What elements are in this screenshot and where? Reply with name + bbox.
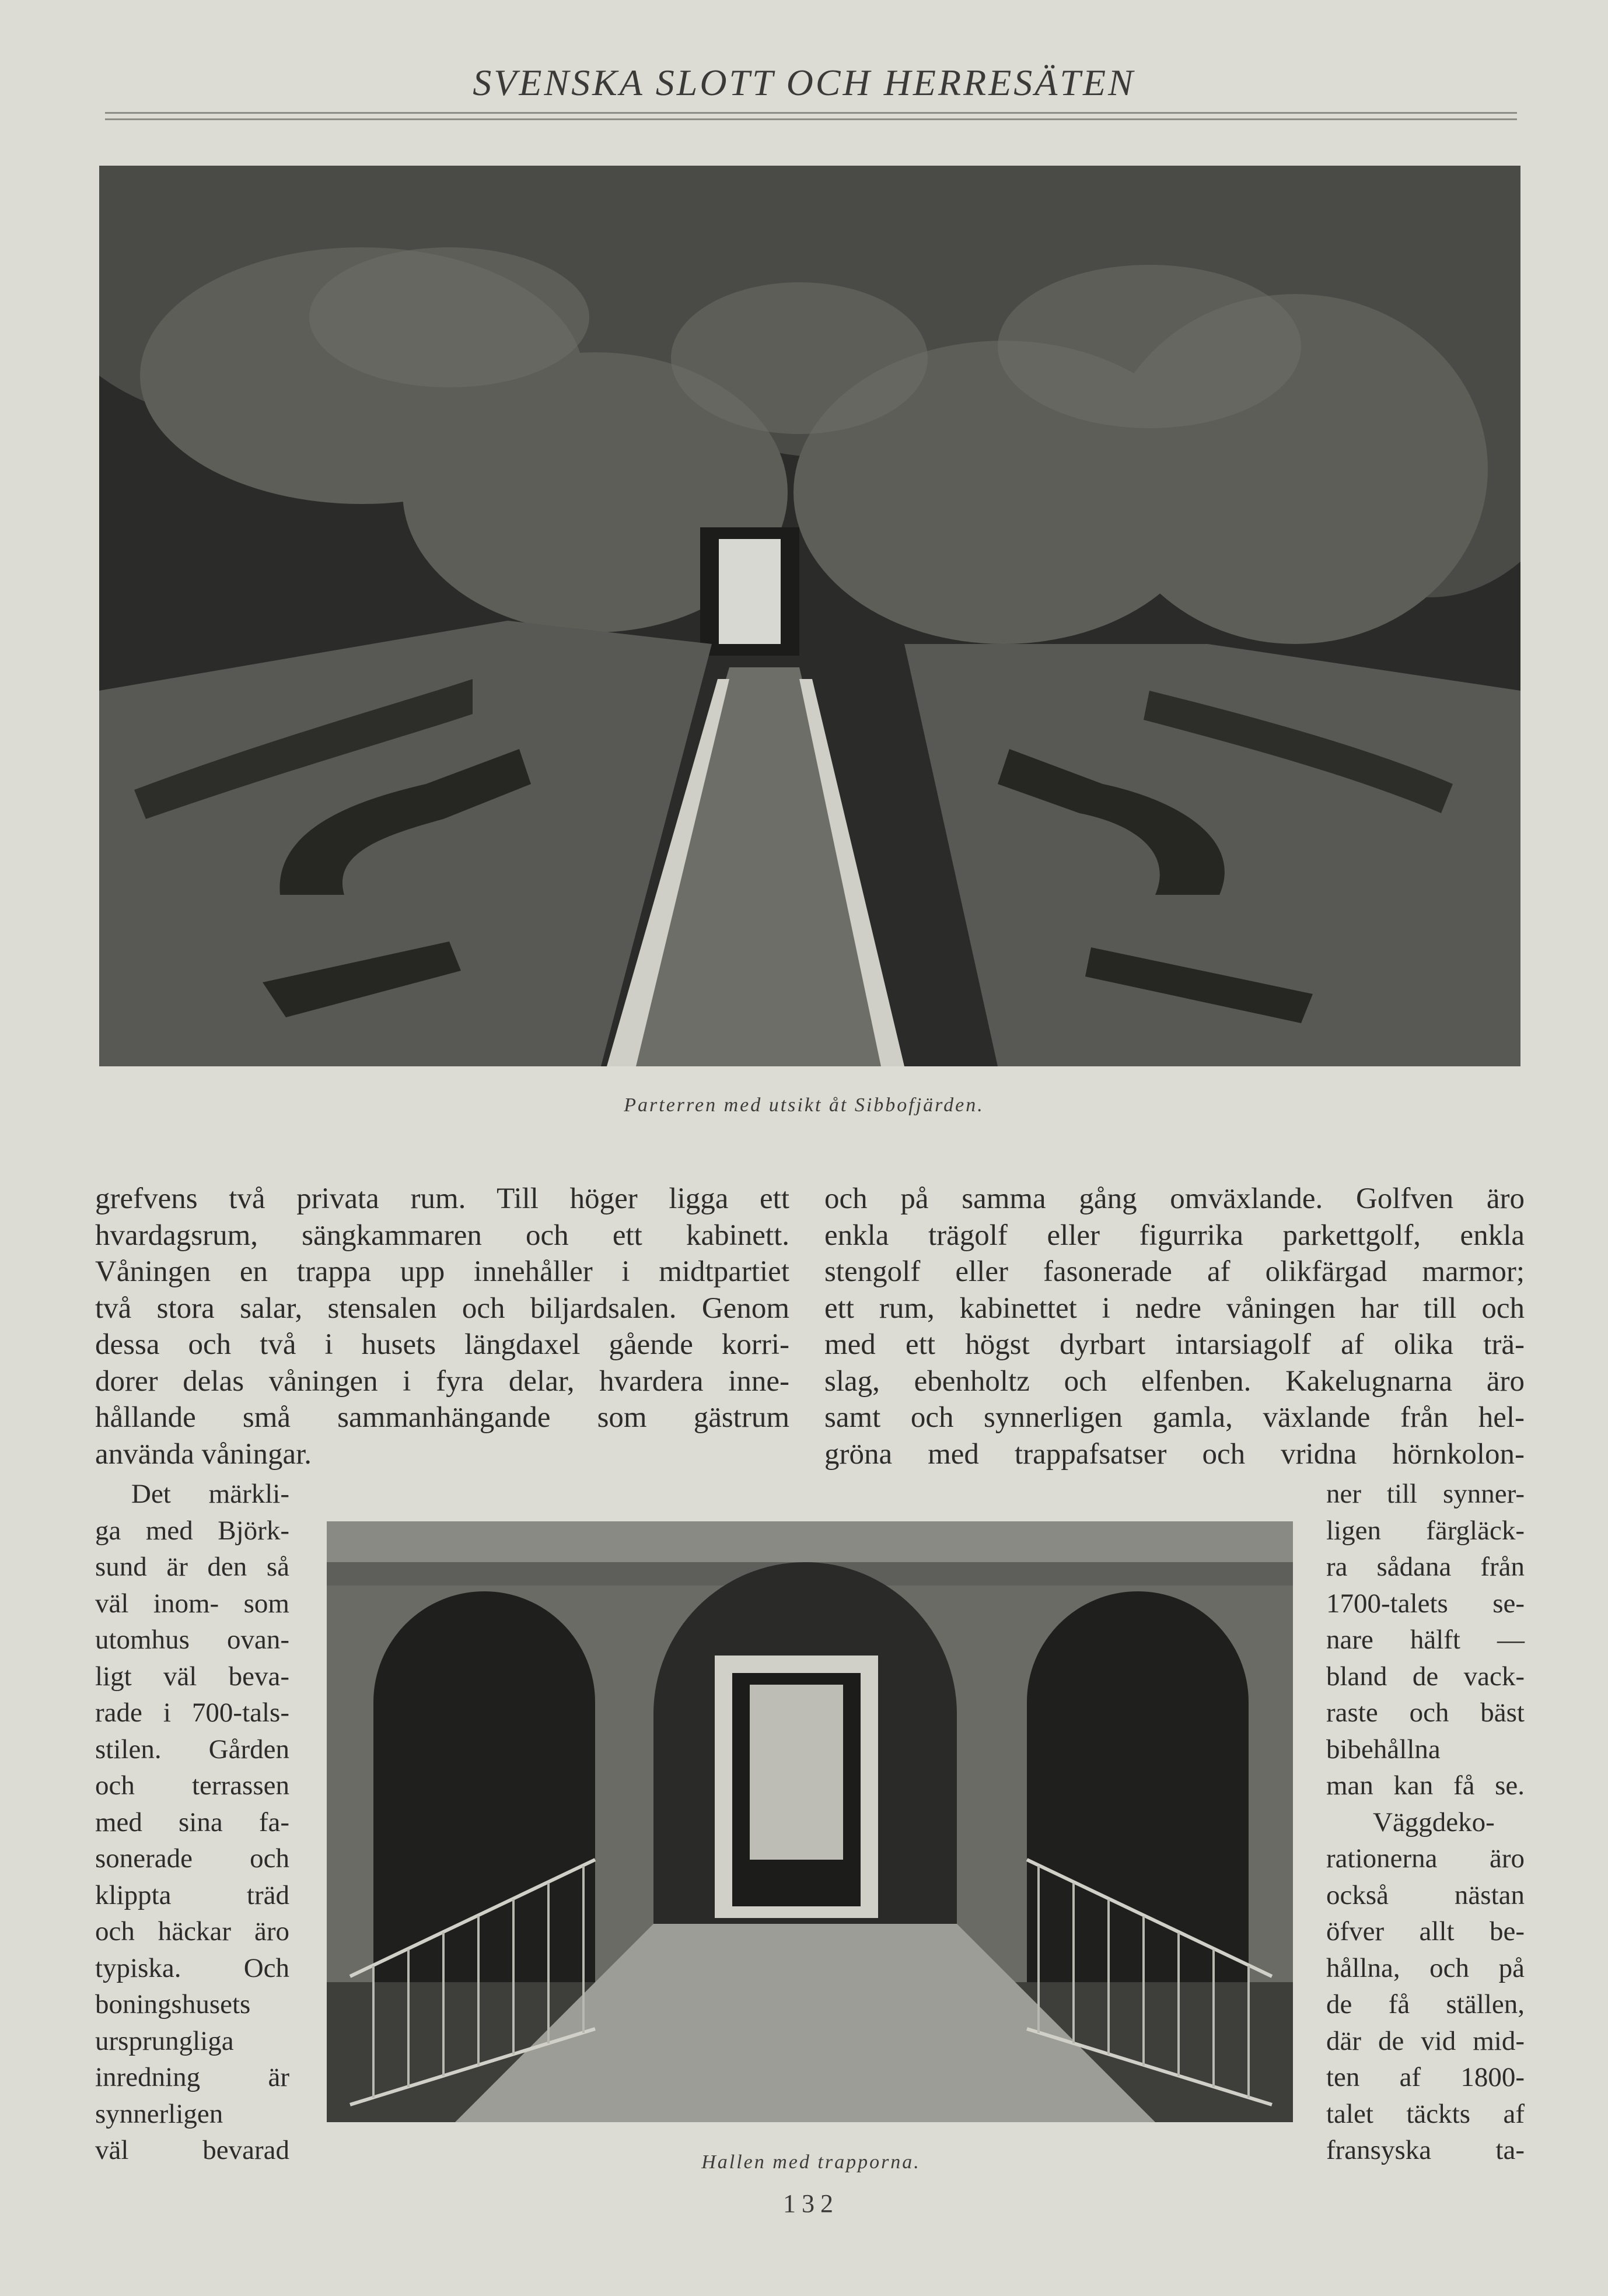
text-line: bibehållna bbox=[1326, 1734, 1441, 1765]
text-line: grefvens två privata rum. Till höger ligga ett bbox=[95, 1182, 789, 1215]
parterre-photo bbox=[99, 166, 1520, 1066]
page-number: 132 bbox=[783, 2189, 839, 2218]
text-line: boningshusets bbox=[95, 1989, 251, 2020]
text-line: hvardagsrum, sängkammaren och ett kabinett. bbox=[95, 1219, 789, 1252]
parterre-caption: Parterren med utsikt åt Sibbofjärden. bbox=[624, 1094, 984, 1116]
text-line: hållna, och på bbox=[1326, 1952, 1525, 1983]
text-line: ga med Björk- bbox=[95, 1515, 289, 1546]
header-rule-lower bbox=[105, 118, 1517, 120]
hall-photo bbox=[327, 1521, 1293, 2122]
text-line: gröna med trappafsatser och vridna hörnkolon- bbox=[824, 1437, 1525, 1471]
text-line: och på samma gång omväxlande. Golfven äro bbox=[824, 1182, 1525, 1215]
text-line: nare hälft — bbox=[1326, 1625, 1525, 1655]
header-rule-upper bbox=[105, 112, 1517, 114]
text-line: sund är den så bbox=[95, 1552, 289, 1582]
text-line: och terrassen bbox=[95, 1770, 289, 1801]
text-line: klippta träd bbox=[95, 1880, 289, 1910]
text-line: slag, ebenholtz och elfenben. Kakelugnarna äro bbox=[824, 1364, 1525, 1398]
text-line: fransyska ta- bbox=[1326, 2135, 1525, 2165]
running-title: SVENSKA SLOTT OCH HERRESÄTEN bbox=[473, 62, 1135, 103]
text-line: ett rum, kabinettet i nedre våningen har till och bbox=[824, 1292, 1525, 1325]
text-line: dessa och två i husets längdaxel gående korri- bbox=[95, 1328, 789, 1361]
text-line: Det märkli- bbox=[131, 1479, 289, 1509]
text-line: dorer delas våningen i fyra delar, hvardera inne- bbox=[95, 1364, 789, 1398]
text-line: väl inom- som bbox=[95, 1588, 289, 1619]
text-line: också nästan bbox=[1326, 1880, 1525, 1910]
text-line: de få ställen, bbox=[1326, 1989, 1525, 2020]
text-line: inredning är bbox=[95, 2062, 289, 2092]
text-line: använda våningar. bbox=[95, 1437, 312, 1471]
text-line: där de vid mid- bbox=[1326, 2025, 1525, 2056]
text-line: rationerna äro bbox=[1326, 1843, 1525, 1874]
text-line: och häckar äro bbox=[95, 1916, 289, 1947]
text-line: synnerligen bbox=[95, 2098, 223, 2129]
text-line: rade i 700-tals- bbox=[95, 1698, 289, 1728]
text-line: ursprungliga bbox=[95, 2025, 234, 2056]
text-line: ten af 1800- bbox=[1326, 2062, 1525, 2092]
text-line: samt och synnerligen gamla, växlande från hel- bbox=[824, 1401, 1525, 1434]
right-narrow-column bbox=[1326, 1476, 1525, 2169]
text-line: ligen färgläck- bbox=[1326, 1515, 1525, 1546]
text-line: öfver allt be- bbox=[1326, 1916, 1525, 1947]
parterre-illustration bbox=[99, 166, 1520, 1066]
text-line: med sina fa- bbox=[95, 1807, 289, 1838]
left-narrow-column bbox=[95, 1476, 289, 2169]
text-line: ra sådana från bbox=[1326, 1552, 1525, 1582]
text-line: utomhus ovan- bbox=[95, 1625, 289, 1655]
text-line: med ett högst dyrbart intarsiagolf af olika trä- bbox=[824, 1328, 1525, 1361]
text-line: väl bevarad bbox=[95, 2135, 289, 2165]
text-line: man kan få se. bbox=[1326, 1770, 1525, 1801]
text-line: raste och bäst bbox=[1326, 1698, 1525, 1728]
hall-illustration bbox=[327, 1521, 1293, 2122]
text-line: ligt väl beva- bbox=[95, 1661, 289, 1692]
text-line: stilen. Gården bbox=[95, 1734, 289, 1765]
text-line: enkla trägolf eller figurrika parkettgolf, enkla bbox=[824, 1219, 1525, 1252]
text-line: talet täckts af bbox=[1326, 2098, 1525, 2129]
text-line: Väggdeko- bbox=[1373, 1807, 1495, 1838]
text-line: typiska. Och bbox=[95, 1952, 289, 1983]
right-column-top bbox=[824, 1181, 1525, 1472]
text-line: 1700-talets se- bbox=[1326, 1588, 1525, 1619]
left-column-top bbox=[95, 1181, 789, 1472]
text-line: Våningen en trappa upp innehåller i midtpartiet bbox=[95, 1255, 789, 1288]
text-line: bland de vack- bbox=[1326, 1661, 1525, 1692]
text-line: hållande små sammanhängande som gästrum bbox=[95, 1401, 789, 1434]
text-line: sonerade och bbox=[95, 1843, 289, 1874]
hall-caption: Hallen med trapporna. bbox=[701, 2151, 921, 2173]
text-line: stengolf eller fasonerade af olikfärgad marmor; bbox=[824, 1255, 1525, 1288]
text-line: ner till synner- bbox=[1326, 1479, 1525, 1509]
text-line: två stora salar, stensalen och biljardsalen. Genom bbox=[95, 1292, 789, 1325]
